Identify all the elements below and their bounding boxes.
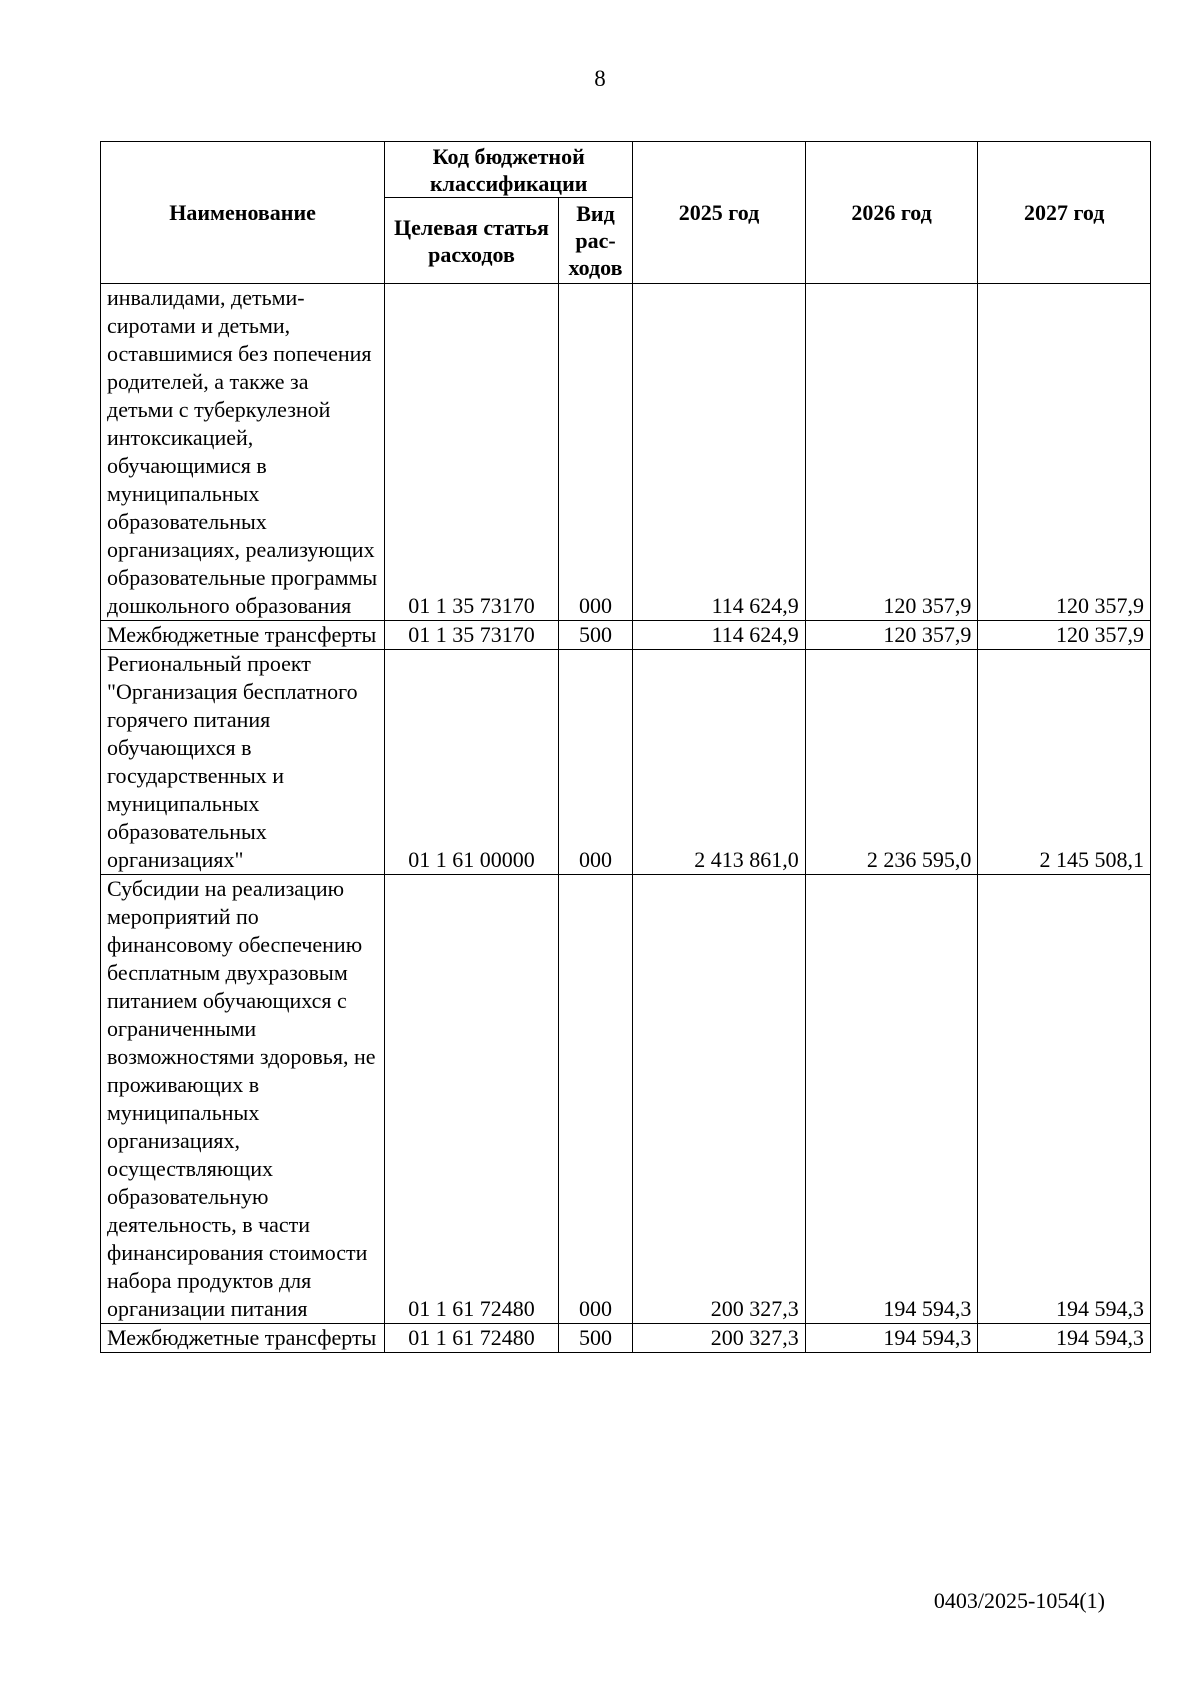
row-target-article: 01 1 35 73170 [385,621,559,650]
header-2025: 2025 год [633,142,806,284]
row-amount-2026: 2 236 595,0 [805,650,978,875]
row-amount-2025: 114 624,9 [633,621,806,650]
row-amount-2027: 194 594,3 [978,875,1151,1324]
table-row [101,1324,1151,1353]
row-name: Региональный проект "Организация бесплатного горячего питания обучающихся в государственных и муниципальных образовательных организациях" [101,650,385,875]
row-amount-2027: 120 357,9 [978,284,1151,621]
row-expense-type: 500 [558,621,632,650]
row-amount-2026: 120 357,9 [805,284,978,621]
header-expense-type: Вид рас-ходов [558,198,632,284]
budget-table [100,141,1151,1353]
table-row [101,621,1151,650]
row-target-article: 01 1 61 72480 [385,1324,559,1353]
header-name: Наименование [101,142,385,284]
row-expense-type: 500 [558,1324,632,1353]
row-expense-type: 000 [558,875,632,1324]
row-amount-2025: 114 624,9 [633,284,806,621]
row-target-article: 01 1 35 73170 [385,284,559,621]
row-amount-2025: 200 327,3 [633,1324,806,1353]
row-amount-2027: 2 145 508,1 [978,650,1151,875]
row-amount-2026: 194 594,3 [805,1324,978,1353]
row-amount-2026: 120 357,9 [805,621,978,650]
header-2027: 2027 год [978,142,1151,284]
row-amount-2026: 194 594,3 [805,875,978,1324]
row-name: Межбюджетные трансферты [101,1324,385,1353]
header-2026: 2026 год [805,142,978,284]
row-amount-2025: 200 327,3 [633,875,806,1324]
header-target-article: Целевая статья расходов [385,198,559,284]
table-row [101,284,1151,621]
row-amount-2027: 120 357,9 [978,621,1151,650]
row-target-article: 01 1 61 72480 [385,875,559,1324]
header-code-group: Код бюджетной классификации [385,142,633,198]
document-number: 0403/2025-1054(1) [933,1588,1105,1613]
row-name: Субсидии на реализацию мероприятий по финансовому обеспечению бесплатным двухразовым питанием обучающихся с ограниченными возможностями здоровья, не проживающих в муниципальных организациях, осуществляющих образовательную деятельность, в части финансирования стоимости набора продуктов для организации питания [101,875,385,1324]
row-amount-2027: 194 594,3 [978,1324,1151,1353]
row-target-article: 01 1 61 00000 [385,650,559,875]
table-row [101,875,1151,1324]
page-number: 8 [594,66,606,91]
table-row [101,650,1151,875]
row-expense-type: 000 [558,284,632,621]
row-expense-type: 000 [558,650,632,875]
row-name: инвалидами, детьми-сиротами и детьми, оставшимися без попечения родителей, а также за детьми с туберкулезной интоксикацией, обучающимися в муниципальных образовательных организациях, реализующих образовательные программы дошкольного образования [101,284,385,621]
row-amount-2025: 2 413 861,0 [633,650,806,875]
row-name: Межбюджетные трансферты [101,621,385,650]
